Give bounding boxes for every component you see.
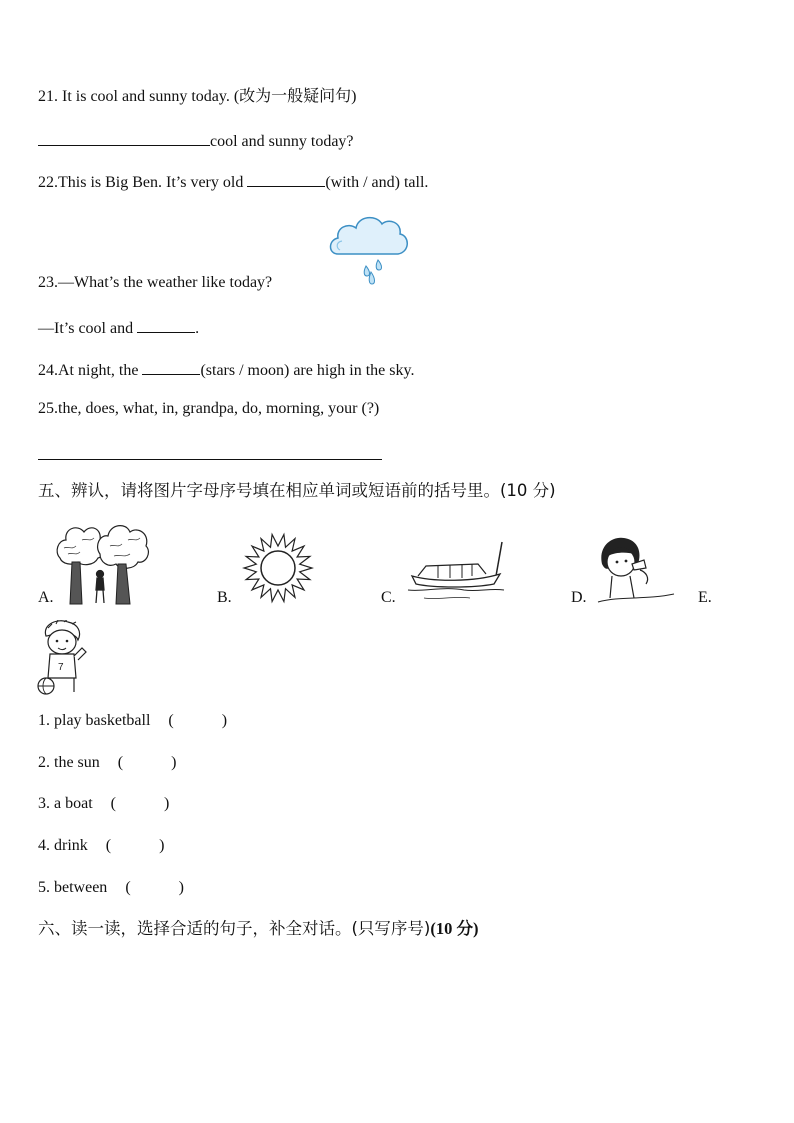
answer-parentheses[interactable]: ( ) xyxy=(105,837,165,854)
question-24-prefix: 24.At night, the xyxy=(38,362,139,379)
question-24 xyxy=(38,358,414,381)
section-5-item-4 xyxy=(38,836,164,856)
section-5-item-2 xyxy=(38,753,176,773)
section-5-item-3 xyxy=(38,794,169,814)
section-5-item-1 xyxy=(38,711,227,731)
question-22 xyxy=(38,170,428,193)
question-21-answer-line xyxy=(38,129,354,152)
answer-parentheses[interactable]: ( ) xyxy=(110,795,170,812)
answer-parentheses[interactable]: ( ) xyxy=(168,712,228,729)
answer-blank[interactable] xyxy=(142,358,200,375)
section-6-heading xyxy=(38,918,479,940)
picture-label-a: A. xyxy=(38,589,54,606)
girl-drinking-icon xyxy=(596,534,676,606)
svg-text:7: 7 xyxy=(58,662,64,673)
rain-cloud-icon xyxy=(326,210,410,290)
question-23-answer-suffix: . xyxy=(195,320,200,337)
question-22-prefix: 22.This is Big Ben. It’s very old xyxy=(38,174,244,191)
trees-person-icon xyxy=(54,518,150,606)
question-25 xyxy=(38,399,379,419)
section-5-heading xyxy=(38,480,556,502)
question-21-text: 21. It is cool and sunny today. (改为一般疑问句) xyxy=(38,88,357,105)
item-text: 5. between xyxy=(38,879,108,896)
picture-label-e: E. xyxy=(698,589,712,606)
question-22-suffix: (with / and) tall. xyxy=(325,174,429,191)
question-25-text: 25.the, does, what, in, grandpa, do, morning, your (?) xyxy=(38,400,380,417)
sun-icon xyxy=(242,532,314,604)
answer-line[interactable] xyxy=(38,459,382,460)
item-text: 1. play basketball xyxy=(38,712,151,729)
item-text: 4. drink xyxy=(38,837,88,854)
boat-icon xyxy=(404,540,510,602)
picture-label-b: B. xyxy=(217,589,232,606)
question-23-text: 23.—What’s the weather like today? xyxy=(38,274,273,291)
question-21-suffix: cool and sunny today? xyxy=(210,133,354,150)
question-23 xyxy=(38,273,272,293)
section-6-score: (10 分) xyxy=(430,919,479,938)
item-text: 3. a boat xyxy=(38,795,93,812)
answer-parentheses[interactable]: ( ) xyxy=(117,754,177,771)
answer-parentheses[interactable]: ( ) xyxy=(125,879,184,896)
section-5-item-5 xyxy=(38,878,184,898)
answer-blank[interactable] xyxy=(247,170,325,187)
answer-blank[interactable] xyxy=(137,316,195,333)
question-23-answer-line xyxy=(38,316,199,339)
section-6-heading-text: 六、读一读，选择合适的句子，补全对话。(只写序号) xyxy=(38,919,431,938)
picture-label-d: D. xyxy=(571,589,587,606)
section-5-heading-text: 五、辨认，请将图片字母序号填在相应单词或短语前的括号里。(10 分) xyxy=(38,481,556,500)
boy-basketball-icon xyxy=(36,620,90,696)
picture-label-c: C. xyxy=(381,589,396,606)
question-21 xyxy=(38,87,357,107)
answer-blank[interactable] xyxy=(38,129,210,146)
question-24-suffix: (stars / moon) are high in the sky. xyxy=(200,362,415,379)
item-text: 2. the sun xyxy=(38,754,100,771)
question-23-answer-prefix: —It’s cool and xyxy=(38,320,134,337)
